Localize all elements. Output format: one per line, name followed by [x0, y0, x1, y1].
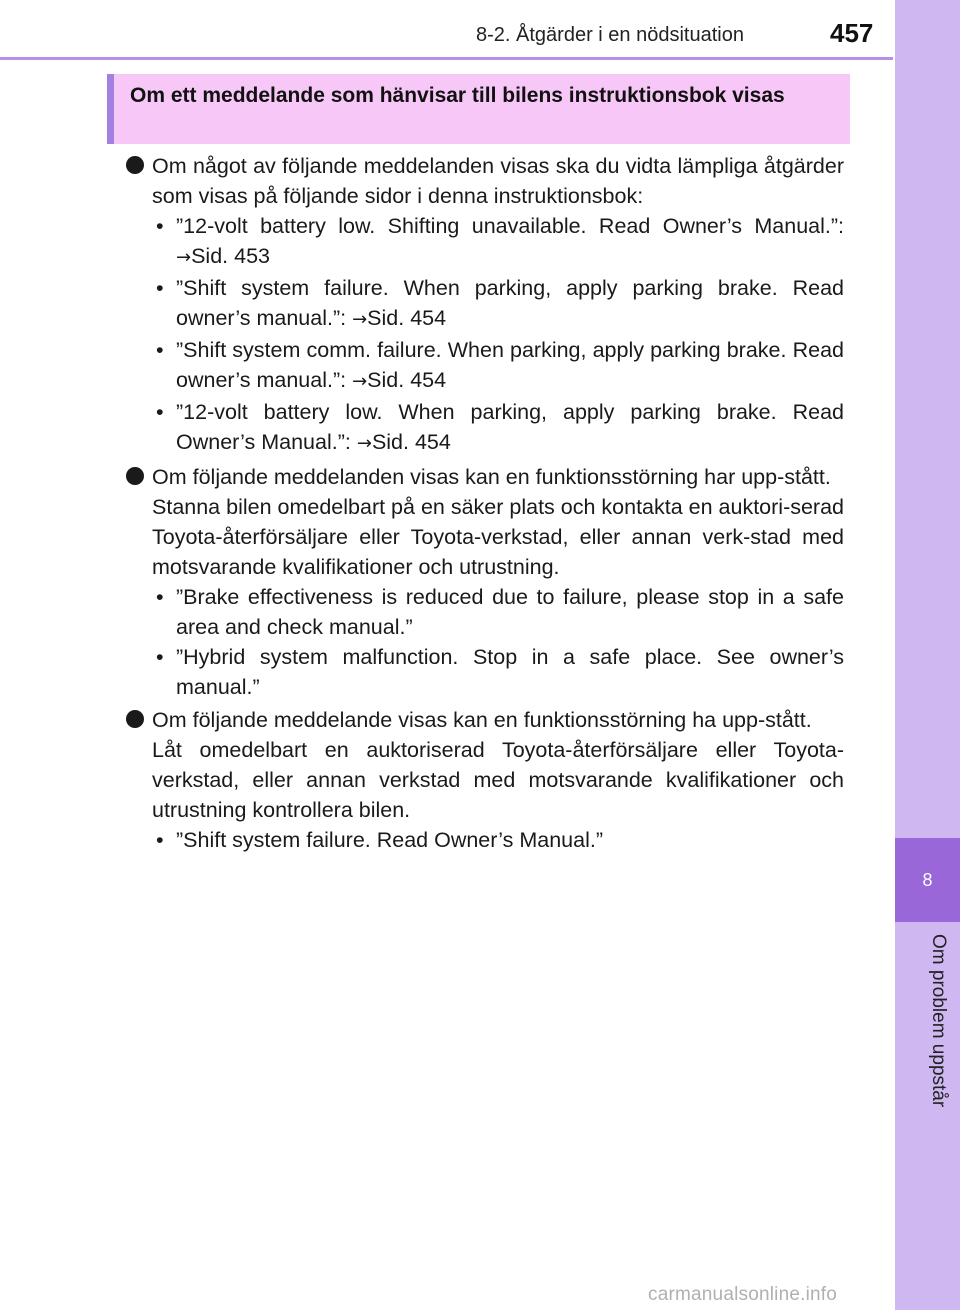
page-reference: Sid. 454 — [367, 368, 447, 392]
watermark: carmanualsonline.info — [648, 1284, 838, 1305]
message-item — [152, 211, 844, 273]
running-header-section: 8-2. Åtgärder i en nödsituation — [476, 24, 744, 46]
message-text: ”Hybrid system malfunction. Stop in a safe place. See owner’s manual.” — [176, 645, 844, 699]
paragraph: Stanna bilen omedelbart på en säker plats och kontakta en auktori-serad Toyota-återförsäljare eller Toyota-verkstad, eller annan verk-stad med motsvarande kvalifikationer och utrustning. — [152, 495, 845, 579]
message-text: ”Shift system comm. failure. When parking, apply parking brake. Read owner’s manual.”: — [176, 338, 844, 392]
chapter-label: Om problem uppstår — [928, 934, 949, 1108]
sub-bullet: • — [156, 276, 164, 300]
message-item — [152, 642, 844, 702]
bullet-block — [124, 151, 844, 459]
bullet-dot-icon — [126, 710, 144, 728]
sub-bullet: • — [156, 645, 164, 669]
paragraph: Om följande meddelanden visas kan en funktionsstörning har upp-stått. — [152, 465, 831, 489]
message-text: ”Shift system failure. When parking, apply parking brake. Read owner’s manual.”: — [176, 276, 844, 330]
sub-bullet: • — [156, 400, 164, 424]
message-item — [152, 273, 844, 335]
sub-bullet: • — [156, 585, 164, 609]
arrow-right-icon: → — [356, 433, 372, 454]
paragraph: Om följande meddelande visas kan en funktionsstörning ha upp-stått. — [152, 708, 812, 732]
bullet-block — [124, 462, 844, 702]
arrow-right-icon: → — [176, 247, 192, 268]
message-text: ”Brake effectiveness is reduced due to failure, please stop in a safe area and check manual.” — [176, 585, 844, 639]
message-item — [152, 582, 844, 642]
page-reference: Sid. 453 — [191, 244, 270, 268]
sub-bullet: • — [156, 214, 164, 238]
chapter-number-tab — [895, 838, 960, 922]
message-item — [152, 825, 844, 855]
message-text: ”12-volt battery low. Shifting unavailable. Read Owner’s Manual.”: — [176, 214, 844, 238]
content-body — [124, 148, 844, 855]
page-number: 457 — [830, 18, 874, 48]
message-text: ”12-volt battery low. When parking, apply parking brake. Read Owner’s Manual.”: — [176, 400, 844, 454]
paragraph: Om något av följande meddelanden visas ska du vidta lämpliga åtgärder som visas på följande sidor i denna instruktionsbok: — [152, 154, 844, 208]
bullet-dot-icon — [126, 156, 144, 174]
chapter-number: 8 — [922, 869, 933, 890]
section-heading: Om ett meddelande som hänvisar till bilens instruktionsbok visas — [130, 84, 785, 107]
message-item — [152, 335, 844, 397]
bullet-dot-icon — [126, 467, 144, 485]
page-reference: Sid. 454 — [367, 306, 447, 330]
sub-bullet: • — [156, 338, 164, 362]
section-heading-box — [107, 74, 850, 144]
arrow-right-icon: → — [352, 371, 368, 392]
arrow-right-icon: → — [352, 309, 368, 330]
page-reference: Sid. 454 — [371, 430, 451, 454]
message-item — [152, 397, 844, 459]
message-text: ”Shift system failure. Read Owner’s Manual.” — [176, 828, 603, 852]
side-tab-upper — [895, 0, 960, 838]
paragraph: Låt omedelbart en auktoriserad Toyota-återförsäljare eller Toyota-verkstad, eller annan verkstad med motsvarande kvalifikationer och utrustning kontrollera bilen. — [152, 738, 844, 822]
sub-bullet: • — [156, 828, 164, 852]
header-rule — [0, 57, 893, 60]
bullet-block — [124, 705, 844, 855]
